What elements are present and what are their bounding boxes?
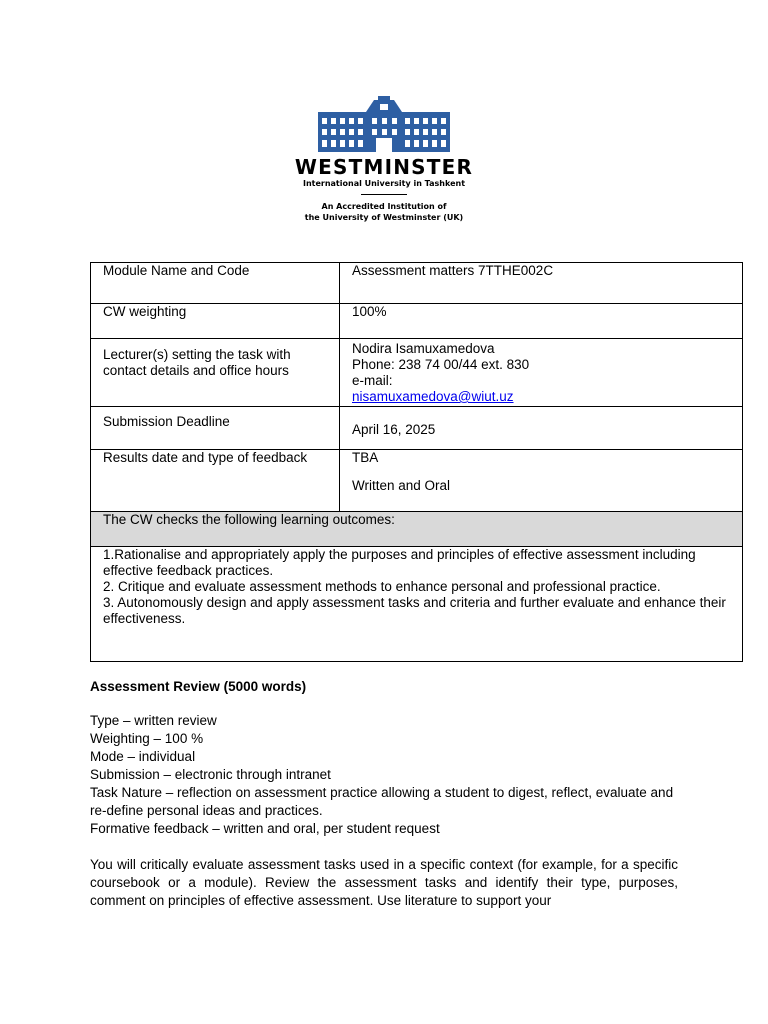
- review-weighting: Weighting – 100 %: [90, 731, 204, 746]
- module-label: Module Name and Code: [91, 263, 340, 304]
- review-formative-feedback: Formative feedback – written and oral, per student request: [90, 821, 440, 836]
- lecturer-phone: Phone: 238 74 00/44 ext. 830: [352, 357, 530, 372]
- building-icon: [316, 96, 452, 154]
- assessment-review-section: [90, 678, 678, 910]
- results-date: TBA: [352, 450, 379, 465]
- cw-weighting-value: 100%: [340, 304, 743, 339]
- review-mode: Mode – individual: [90, 749, 196, 764]
- review-instructions-paragraph: You will critically evaluate assessment tasks used in a specific context (for example, for a specific coursebook or a module). Review the assessment tasks and identify their type, purposes, comment on principles of effective assessment. Use literature to support your: [90, 857, 678, 908]
- outcomes-list: [91, 547, 743, 662]
- table-row-deadline: [91, 407, 743, 450]
- lecturer-label: Lecturer(s) setting the task with contact details and office hours: [91, 339, 340, 407]
- cw-weighting-label: CW weighting: [91, 304, 340, 339]
- results-feedback-type: Written and Oral: [352, 478, 451, 493]
- logo-divider: [361, 194, 407, 195]
- table-row-module: [91, 263, 743, 304]
- logo-wordmark: WESTMINSTER: [294, 155, 474, 179]
- review-type: Type – written review: [90, 713, 217, 728]
- table-row-results: [91, 450, 743, 512]
- review-submission: Submission – electronic through intranet: [90, 767, 331, 782]
- module-value: Assessment matters 7TTHE002C: [340, 263, 743, 304]
- logo-subtitle: International University in Tashkent: [302, 179, 466, 188]
- results-label: Results date and type of feedback: [91, 450, 340, 512]
- lecturer-name: Nodira Isamuxamedova: [352, 341, 495, 356]
- university-logo: [292, 96, 476, 223]
- outcome-item: 2. Critique and evaluate assessment methods to enhance personal and professional practice.: [103, 579, 661, 594]
- table-row-outcomes-header: [91, 512, 743, 547]
- outcome-item: 1.Rationalise and appropriately apply the purposes and principles of effective assessment including effective feedback practices.: [103, 547, 696, 578]
- module-info-table: [90, 262, 743, 662]
- results-details: [340, 450, 743, 512]
- review-title: Assessment Review (5000 words): [90, 679, 307, 694]
- table-row-cw-weighting: [91, 304, 743, 339]
- outcome-item: 3. Autonomously design and apply assessment tasks and criteria and further evaluate and enhance their effectiveness.: [103, 595, 726, 626]
- review-task-nature: Task Nature – reflection on assessment practice allowing a student to digest, reflect, evaluate and re-define personal ideas and practices.: [90, 785, 674, 818]
- logo-accredited-line-1: An Accredited Institution of: [321, 202, 447, 211]
- deadline-label: Submission Deadline: [91, 407, 340, 450]
- lecturer-email-label: e-mail:: [352, 373, 393, 388]
- table-row-outcomes: [91, 547, 743, 662]
- lecturer-email-link[interactable]: nisamuxamedova@wiut.uz: [352, 389, 514, 404]
- lecturer-details: [340, 339, 743, 407]
- deadline-value: April 16, 2025: [340, 407, 743, 450]
- outcomes-header: The CW checks the following learning outcomes:: [91, 512, 743, 547]
- logo-accredited-line-2: the University of Westminster (UK): [304, 213, 464, 222]
- table-row-lecturer: [91, 339, 743, 407]
